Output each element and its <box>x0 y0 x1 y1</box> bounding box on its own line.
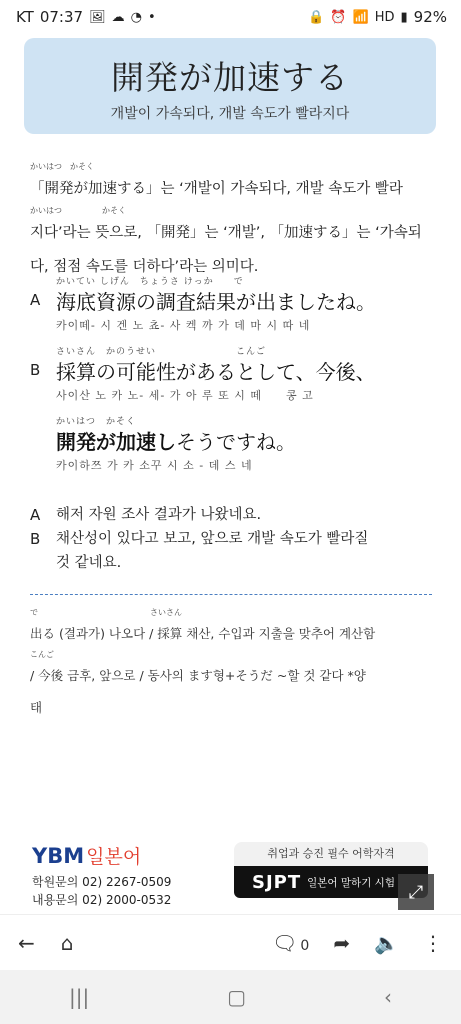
status-bar <box>0 0 461 34</box>
signal-icon: ▮ <box>400 9 408 25</box>
section-divider <box>30 594 432 595</box>
explanation-line-3: 다, 점점 속도를 더하다’라는 의미다. <box>30 259 259 275</box>
comment-count: 0 <box>300 937 310 954</box>
share-icon[interactable]: ➦ <box>333 930 351 955</box>
contact-academy: 학원문의 02) 2267-0509 <box>32 875 172 889</box>
carrier-label: KT <box>16 8 34 26</box>
contact-content: 내용문의 02) 2000-0532 <box>32 893 172 907</box>
dialog-a <box>30 274 440 333</box>
title-card <box>24 38 436 134</box>
vocab-line-3: 태 <box>30 700 43 715</box>
dialog-b-continued <box>30 414 440 473</box>
speaker-icon[interactable]: 🔈 <box>374 930 399 955</box>
comment-button[interactable] <box>272 931 309 955</box>
sjpt-tagline: 취업과 승진 필수 어학자격 <box>234 842 428 866</box>
ybm-logo-kr: 일본어 <box>86 846 142 868</box>
alarm-icon: ⏰ <box>330 9 347 25</box>
dialog-b2-reading: 카이하쯔 가 카 소꾸 시 소 - 데 스 네 <box>56 459 253 472</box>
battery-percent: 92% <box>413 8 447 26</box>
translation-b: 채산성이 있다고 보고, 앞으로 개발 속도가 빨라질 <box>56 531 369 547</box>
expand-icon[interactable]: ⤢ <box>398 874 434 910</box>
vocab-ruby-1: で さいさん <box>30 608 182 617</box>
dialog-a-ruby: かいてい しげん ちょうさ けっか で <box>56 277 244 287</box>
dialog-b-reading: 사이산 노 카 노- 세- 가 아 루 또 시 떼 콩 고 <box>56 389 314 402</box>
sync-icon: ◔ <box>130 9 142 25</box>
explanation-line-1: 「開発が加速する」는 ‘개발이 가속되다, 개발 속도가 빨라 <box>30 181 403 197</box>
vocab-line-1: 出る (결과가) 나오다 / 採算 채산, 수입과 지출을 맞추어 계산함 <box>30 626 376 641</box>
translation <box>30 504 440 576</box>
explanation-ruby-1: かいはつ かそく <box>30 162 94 171</box>
dialog-b2-highlight: 開発が加速し <box>56 430 176 454</box>
bottom-toolbar <box>0 914 461 970</box>
translation-b-cont: 것 같네요. <box>56 555 122 571</box>
dialog-b2-ruby: かいはつ かそく <box>56 417 137 427</box>
explanation-line-2: 지다’라는 뜻으로, 「開発」는 ‘개발’, 「加速する」는 ‘가속되 <box>30 225 422 241</box>
system-nav-bar <box>0 970 461 1024</box>
more-options-icon[interactable]: ⋮ <box>423 930 443 955</box>
comment-icon: 🗨 <box>272 930 298 955</box>
sjpt-subtitle: 일본어 말하기 시험 <box>307 876 395 889</box>
dot-icon: • <box>147 9 156 25</box>
home-icon[interactable]: ⌂ <box>60 930 74 955</box>
dialog-b2-rest: そうですね。 <box>176 430 296 454</box>
image-icon: 🖼 <box>89 9 106 25</box>
title-korean: 개발이 가속되다, 개발 속도가 빨라지다 <box>110 106 350 122</box>
back-nav-icon[interactable]: ‹ <box>384 985 392 1009</box>
speaker-b: B <box>30 361 41 379</box>
ybm-logo-block <box>32 842 171 909</box>
vocabulary <box>30 608 438 724</box>
dialog-a-reading: 카이떼- 시 겐 노 쵸- 사 켁 까 가 데 마 시 따 네 <box>56 319 311 332</box>
explanation <box>30 162 438 287</box>
explanation-ruby-2: かいはつ かそく <box>30 206 126 215</box>
dialog-b <box>30 344 440 403</box>
dialog-a-japanese: 海底資源の調査結果が出ましたね。 <box>56 290 376 314</box>
clock: 07:37 <box>39 8 84 26</box>
dialog-b-ruby: さいさん かのうせい こんご <box>56 347 267 357</box>
title-japanese: 開発が加速する <box>111 58 349 97</box>
translation-a: 해저 자원 조사 결과가 나왔네요. <box>56 507 262 523</box>
vocab-ruby-2: こんご <box>30 650 54 659</box>
home-nav-icon[interactable]: ▢ <box>227 985 247 1009</box>
ybm-logo: YBM <box>32 844 85 868</box>
cloud-icon: ☁ <box>111 9 125 25</box>
back-arrow-icon[interactable]: ← <box>18 930 35 955</box>
hd-icon: HD <box>374 9 395 25</box>
speaker-a: A <box>30 291 41 309</box>
wifi-icon: 📶 <box>352 9 369 25</box>
recent-apps-icon[interactable]: ||| <box>68 985 90 1009</box>
lock-icon: 🔒 <box>308 9 325 25</box>
dialog-b-japanese: 採算の可能性があるとして、今後、 <box>56 360 376 384</box>
article-content[interactable] <box>0 34 461 914</box>
translation-speaker-a: A <box>30 506 41 524</box>
sjpt-logo: SJPT <box>252 871 302 893</box>
translation-speaker-b: B <box>30 530 41 548</box>
vocab-line-2: / 今後 금후, 앞으로 / 동사의 ます형+そうだ ~할 것 같다 *양 <box>30 668 366 683</box>
